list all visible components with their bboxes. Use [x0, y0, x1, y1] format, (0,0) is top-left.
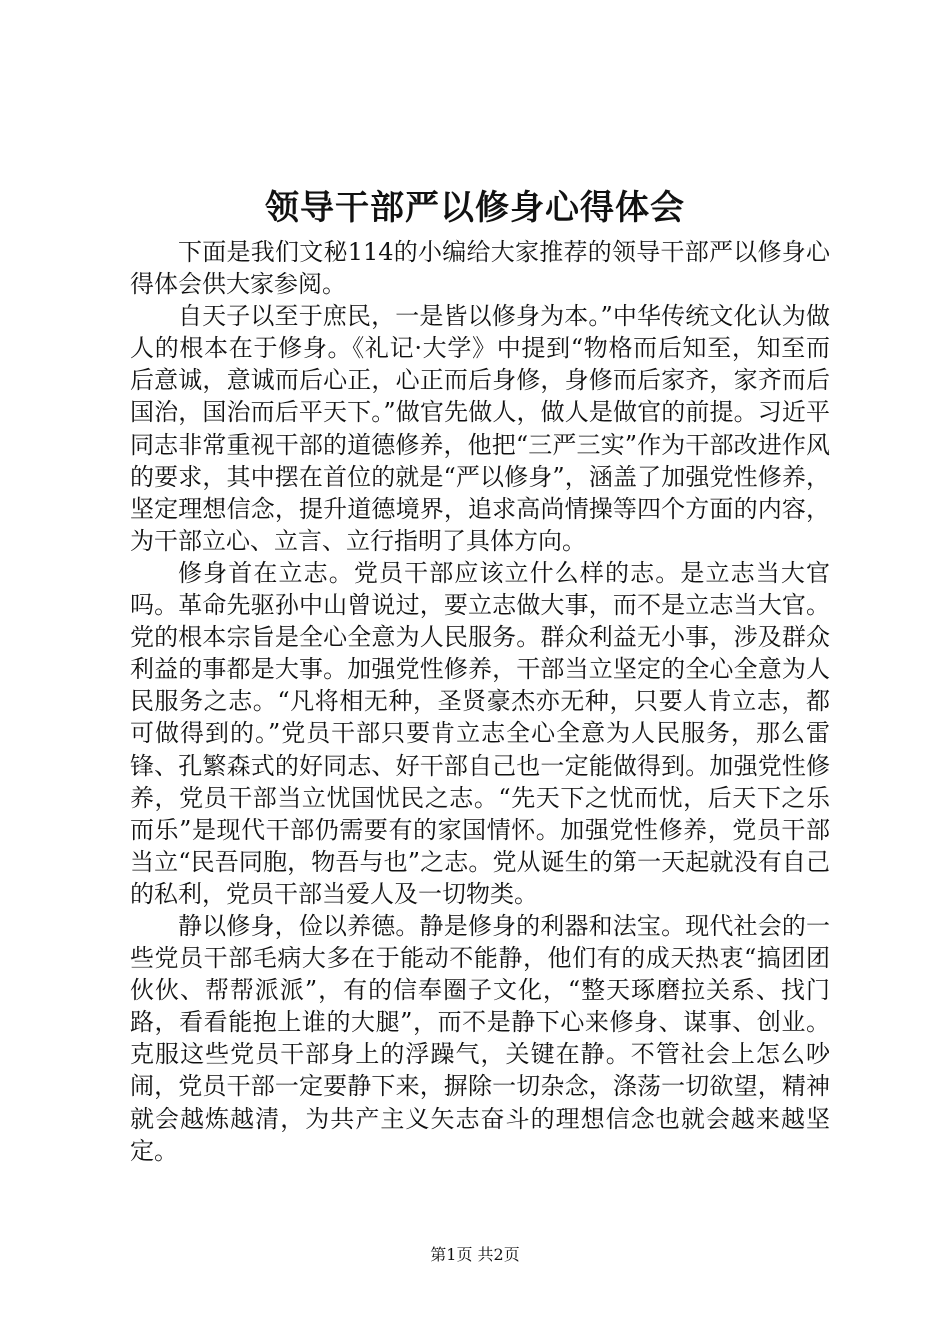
- document-body: [130, 236, 830, 1167]
- paragraph-self-cultivation: 自天子以至于庶民，一是皆以修身为本。”中华传统文化认为做人的根本在于修身。《礼记·大学》中提到“物格而后知至，知至而后意诚，意诚而后心正，心正而后身修，身修而后家齐，家齐而后国治，国治而后平天下。”做官先做人，做人是做官的前提。习近平同志非常重视干部的道德修养，他把“三严三实”作为干部改进作风的要求，其中摆在首位的就是“严以修身”，涵盖了加强党性修养，坚定理想信念，提升道德境界，追求高尚情操等四个方面的内容，为干部立心、立言、立行指明了具体方向。: [130, 302, 830, 555]
- page-number-footer: 第1页 共2页: [430, 1245, 520, 1264]
- document-title: 领导干部严以修身心得体会: [265, 188, 685, 228]
- paragraph-intro: 下面是我们文秘114的小编给大家推荐的领导干部严以修身心得体会供大家参阅。: [130, 238, 830, 299]
- paragraph-tranquility: 静以修身，俭以养德。静是修身的利器和法宝。现代社会的一些党员干部毛病大多在于能动不能静，他们有的成天热衷“搞团团伙伙、帮帮派派”，有的信奉圈子文化，“整天琢磨拉关系、找门路，看看能抱上谁的大腿”，而不是静下心来修身、谋事、创业。克服这些党员干部身上的浮躁气，关键在静。不管社会上怎么吵闹，党员干部一定要静下来，摒除一切杂念，涤荡一切欲望，精神就会越炼越清，为共产主义矢志奋斗的理想信念也就会越来越坚定。: [130, 911, 830, 1165]
- paragraph-aspiration: 修身首在立志。党员干部应该立什么样的志。是立志当大官吗。革命先驱孙中山曾说过，要立志做大事，而不是立志当大官。党的根本宗旨是全心全意为人民服务。群众利益无小事，涉及群众利益的事都是大事。加强党性修养，干部当立坚定的全心全意为人民服务之志。“凡将相无种，圣贤豪杰亦无种，只要人肯立志，都可做得到的。”党员干部只要肯立志全心全意为人民服务，那么雷锋、孔繁森式的好同志、好干部自己也一定能做得到。加强党性修养，党员干部当立忧国忧民之志。“先天下之忧而忧，后天下之乐而乐”是现代干部仍需要有的家国情怀。加强党性修养，党员干部当立“民吾同胞，物吾与也”之志。党从诞生的第一天起就没有自己的私利，党员干部当爱人及一切物类。: [130, 558, 830, 908]
